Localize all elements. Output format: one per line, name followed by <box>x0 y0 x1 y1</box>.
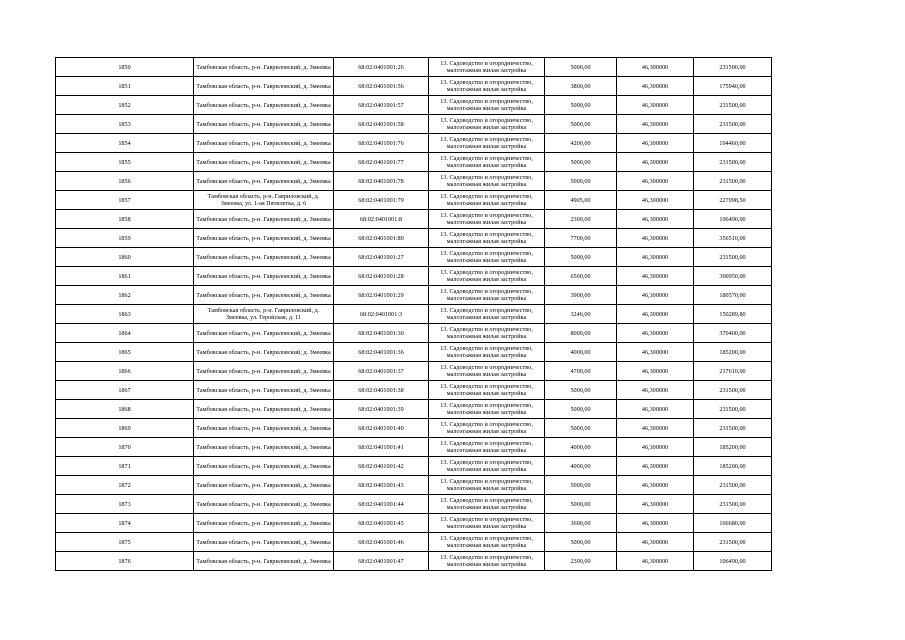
address-cell: Тамбовская область, р-н. Гавриловский, д. Змеевка <box>194 248 334 267</box>
row-number-cell: 1860 <box>56 248 194 267</box>
land-use-cell: 13. Садоводство и огородничество, малоэтажная жилая застройка <box>429 552 545 571</box>
address-cell: Тамбовская область, р-н. Гавриловский, д. Змеевка <box>194 419 334 438</box>
land-use-cell: 13. Садоводство и огородничество, малоэтажная жилая застройка <box>429 457 545 476</box>
specific-value-cell: 46,300000 <box>617 153 694 172</box>
cadastral-value-table <box>55 57 772 571</box>
cadastral-number-cell: 68:02:0401001:40 <box>334 419 429 438</box>
row-number-cell: 1862 <box>56 286 194 305</box>
cadastral-number-cell: 68:02:0401001:26 <box>334 58 429 77</box>
table-row <box>56 115 772 134</box>
specific-value-cell: 46,300000 <box>617 286 694 305</box>
table-row <box>56 552 772 571</box>
row-number-cell: 1850 <box>56 58 194 77</box>
specific-value-cell: 46,300000 <box>617 362 694 381</box>
land-use-cell: 13. Садоводство и огородничество, малоэтажная жилая застройка <box>429 514 545 533</box>
table-row <box>56 476 772 495</box>
cadastral-number-cell: 68:02:0401001:36 <box>334 343 429 362</box>
row-number-cell: 1855 <box>56 153 194 172</box>
cadastral-value-cell: 106490,00 <box>694 552 772 571</box>
specific-value-cell: 46,300000 <box>617 96 694 115</box>
address-cell: Тамбовская область, р-н. Гавриловский, д. Змеевка <box>194 210 334 229</box>
cadastral-number-cell: 68:02:0401001:37 <box>334 362 429 381</box>
table-row <box>56 438 772 457</box>
cadastral-number-cell: 68:02:0401001:27 <box>334 248 429 267</box>
cadastral-number-cell: 68:02:0401001:76 <box>334 134 429 153</box>
land-use-cell: 13. Садоводство и огородничество, малоэтажная жилая застройка <box>429 191 545 210</box>
address-cell: Тамбовская область, р-н. Гавриловский, д. Змеевка <box>194 343 334 362</box>
cadastral-value-cell: 370400,00 <box>694 324 772 343</box>
row-number-cell: 1869 <box>56 419 194 438</box>
row-number-cell: 1875 <box>56 533 194 552</box>
area-cell: 3246,00 <box>545 305 617 324</box>
area-cell: 4000,00 <box>545 457 617 476</box>
cadastral-number-cell: 68:02:0401001:3 <box>334 305 429 324</box>
cadastral-number-cell: 68:02:0401001:80 <box>334 229 429 248</box>
area-cell: 5000,00 <box>545 495 617 514</box>
cadastral-number-cell: 68:02:0401001:39 <box>334 400 429 419</box>
land-use-cell: 13. Садоводство и огородничество, малоэтажная жилая застройка <box>429 58 545 77</box>
specific-value-cell: 46,300000 <box>617 381 694 400</box>
area-cell: 5000,00 <box>545 533 617 552</box>
area-cell: 7700,00 <box>545 229 617 248</box>
table-row <box>56 134 772 153</box>
land-use-cell: 13. Садоводство и огородничество, малоэтажная жилая застройка <box>429 229 545 248</box>
specific-value-cell: 46,300000 <box>617 419 694 438</box>
table-row <box>56 419 772 438</box>
land-use-cell: 13. Садоводство и огородничество, малоэтажная жилая застройка <box>429 248 545 267</box>
land-use-cell: 13. Садоводство и огородничество, малоэтажная жилая застройка <box>429 267 545 286</box>
table-row <box>56 96 772 115</box>
address-cell: Тамбовская область, р-н. Гавриловский, д. Змеевка <box>194 381 334 400</box>
cadastral-value-cell: 180570,00 <box>694 286 772 305</box>
specific-value-cell: 46,300000 <box>617 248 694 267</box>
row-number-cell: 1876 <box>56 552 194 571</box>
cadastral-number-cell: 68:02:0401001:8 <box>334 210 429 229</box>
row-number-cell: 1874 <box>56 514 194 533</box>
table-row <box>56 191 772 210</box>
cadastral-number-cell: 68:02:0401001:47 <box>334 552 429 571</box>
row-number-cell: 1853 <box>56 115 194 134</box>
row-number-cell: 1870 <box>56 438 194 457</box>
address-cell: Тамбовская область, р-н. Гавриловский, д. Змеевка <box>194 172 334 191</box>
cadastral-number-cell: 68:02:0401001:77 <box>334 153 429 172</box>
specific-value-cell: 46,300000 <box>617 172 694 191</box>
cadastral-value-cell: 185200,00 <box>694 457 772 476</box>
address-cell: Тамбовская область, р-н. Гавриловский, д. Змеевка <box>194 514 334 533</box>
cadastral-value-cell: 231500,00 <box>694 58 772 77</box>
land-use-cell: 13. Садоводство и огородничество, малоэтажная жилая застройка <box>429 495 545 514</box>
area-cell: 5000,00 <box>545 172 617 191</box>
specific-value-cell: 46,300000 <box>617 191 694 210</box>
specific-value-cell: 46,300000 <box>617 438 694 457</box>
specific-value-cell: 46,300000 <box>617 115 694 134</box>
cadastral-number-cell: 68:02:0401001:44 <box>334 495 429 514</box>
cadastral-number-cell: 68:02:0401001:29 <box>334 286 429 305</box>
area-cell: 5000,00 <box>545 400 617 419</box>
land-use-cell: 13. Садоводство и огородничество, малоэтажная жилая застройка <box>429 419 545 438</box>
land-use-cell: 13. Садоводство и огородничество, малоэтажная жилая застройка <box>429 134 545 153</box>
address-cell: Тамбовская область, р-н. Гавриловский, д. Змеевка, ул. 1-ая Пятилетка, д. 6 <box>194 191 334 210</box>
area-cell: 4000,00 <box>545 438 617 457</box>
table-row <box>56 248 772 267</box>
specific-value-cell: 46,300000 <box>617 229 694 248</box>
specific-value-cell: 46,300000 <box>617 77 694 96</box>
row-number-cell: 1866 <box>56 362 194 381</box>
cadastral-number-cell: 68:02:0401001:38 <box>334 381 429 400</box>
cadastral-value-cell: 217610,00 <box>694 362 772 381</box>
row-number-cell: 1856 <box>56 172 194 191</box>
table-row <box>56 153 772 172</box>
specific-value-cell: 46,300000 <box>617 476 694 495</box>
cadastral-number-cell: 68:02:0401001:57 <box>334 96 429 115</box>
land-use-cell: 13. Садоводство и огородничество, малоэтажная жилая застройка <box>429 476 545 495</box>
land-use-cell: 13. Садоводство и огородничество, малоэтажная жилая застройка <box>429 324 545 343</box>
row-number-cell: 1858 <box>56 210 194 229</box>
land-use-cell: 13. Садоводство и огородничество, малоэтажная жилая застройка <box>429 343 545 362</box>
area-cell: 5000,00 <box>545 153 617 172</box>
cadastral-number-cell: 68:02:0401001:56 <box>334 77 429 96</box>
cadastral-value-cell: 231500,00 <box>694 533 772 552</box>
cadastral-value-cell: 150289,80 <box>694 305 772 324</box>
table-row <box>56 533 772 552</box>
cadastral-value-cell: 106490,00 <box>694 210 772 229</box>
specific-value-cell: 46,300000 <box>617 533 694 552</box>
address-cell: Тамбовская область, р-н. Гавриловский, д. Змеевка <box>194 134 334 153</box>
table-row <box>56 286 772 305</box>
area-cell: 4000,00 <box>545 343 617 362</box>
row-number-cell: 1863 <box>56 305 194 324</box>
row-number-cell: 1865 <box>56 343 194 362</box>
area-cell: 5000,00 <box>545 115 617 134</box>
cadastral-number-cell: 68:02:0401001:46 <box>334 533 429 552</box>
table-row <box>56 362 772 381</box>
cadastral-value-cell: 231500,00 <box>694 400 772 419</box>
cadastral-value-cell: 194460,00 <box>694 134 772 153</box>
specific-value-cell: 46,300000 <box>617 343 694 362</box>
address-cell: Тамбовская область, р-н. Гавриловский, д. Змеевка <box>194 457 334 476</box>
row-number-cell: 1852 <box>56 96 194 115</box>
cadastral-value-cell: 231500,00 <box>694 495 772 514</box>
land-use-cell: 13. Садоводство и огородничество, малоэтажная жилая застройка <box>429 153 545 172</box>
table-row <box>56 324 772 343</box>
cadastral-value-cell: 231500,00 <box>694 172 772 191</box>
cadastral-value-cell: 231500,00 <box>694 381 772 400</box>
specific-value-cell: 46,300000 <box>617 457 694 476</box>
area-cell: 5000,00 <box>545 96 617 115</box>
specific-value-cell: 46,300000 <box>617 400 694 419</box>
land-use-cell: 13. Садоводство и огородничество, малоэтажная жилая застройка <box>429 286 545 305</box>
address-cell: Тамбовская область, р-н. Гавриловский, д. Змеевка <box>194 77 334 96</box>
row-number-cell: 1861 <box>56 267 194 286</box>
cadastral-value-cell: 231500,00 <box>694 115 772 134</box>
address-cell: Тамбовская область, р-н. Гавриловский, д. Змеевка, ул. Геройская, д. 11 <box>194 305 334 324</box>
address-cell: Тамбовская область, р-н. Гавриловский, д. Змеевка <box>194 476 334 495</box>
address-cell: Тамбовская область, р-н. Гавриловский, д. Змеевка <box>194 400 334 419</box>
cadastral-number-cell: 68:02:0401001:78 <box>334 172 429 191</box>
table-row <box>56 457 772 476</box>
address-cell: Тамбовская область, р-н. Гавриловский, д. Змеевка <box>194 153 334 172</box>
specific-value-cell: 46,300000 <box>617 134 694 153</box>
row-number-cell: 1873 <box>56 495 194 514</box>
land-use-cell: 13. Садоводство и огородничество, малоэтажная жилая застройка <box>429 115 545 134</box>
specific-value-cell: 46,300000 <box>617 324 694 343</box>
table-row <box>56 400 772 419</box>
row-number-cell: 1859 <box>56 229 194 248</box>
area-cell: 3600,00 <box>545 514 617 533</box>
cadastral-value-cell: 231500,00 <box>694 476 772 495</box>
cadastral-value-cell: 231500,00 <box>694 96 772 115</box>
land-use-cell: 13. Садоводство и огородничество, малоэтажная жилая застройка <box>429 77 545 96</box>
cadastral-value-cell: 231500,00 <box>694 153 772 172</box>
row-number-cell: 1867 <box>56 381 194 400</box>
cadastral-value-cell: 175940,00 <box>694 77 772 96</box>
specific-value-cell: 46,300000 <box>617 210 694 229</box>
table-row <box>56 343 772 362</box>
cadastral-value-cell: 300950,00 <box>694 267 772 286</box>
address-cell: Тамбовская область, р-н. Гавриловский, д. Змеевка <box>194 552 334 571</box>
table-row <box>56 172 772 191</box>
specific-value-cell: 46,300000 <box>617 552 694 571</box>
area-cell: 2300,00 <box>545 210 617 229</box>
address-cell: Тамбовская область, р-н. Гавриловский, д. Змеевка <box>194 267 334 286</box>
cadastral-number-cell: 68:02:0401001:43 <box>334 476 429 495</box>
table-row <box>56 514 772 533</box>
cadastral-number-cell: 68:02:0401001:30 <box>334 324 429 343</box>
specific-value-cell: 46,300000 <box>617 305 694 324</box>
land-use-cell: 13. Садоводство и огородничество, малоэтажная жилая застройка <box>429 381 545 400</box>
area-cell: 4200,00 <box>545 134 617 153</box>
row-number-cell: 1854 <box>56 134 194 153</box>
table-row <box>56 58 772 77</box>
row-number-cell: 1857 <box>56 191 194 210</box>
area-cell: 5000,00 <box>545 248 617 267</box>
specific-value-cell: 46,300000 <box>617 495 694 514</box>
address-cell: Тамбовская область, р-н. Гавриловский, д. Змеевка <box>194 58 334 77</box>
area-cell: 6500,00 <box>545 267 617 286</box>
table-row <box>56 305 772 324</box>
cadastral-value-cell: 231500,00 <box>694 419 772 438</box>
address-cell: Тамбовская область, р-н. Гавриловский, д. Змеевка <box>194 229 334 248</box>
table-row <box>56 495 772 514</box>
area-cell: 2300,00 <box>545 552 617 571</box>
area-cell: 3800,00 <box>545 77 617 96</box>
land-use-cell: 13. Садоводство и огородничество, малоэтажная жилая застройка <box>429 400 545 419</box>
cadastral-number-cell: 68:02:0401001:28 <box>334 267 429 286</box>
table-body <box>56 58 772 571</box>
address-cell: Тамбовская область, р-н. Гавриловский, д. Змеевка <box>194 362 334 381</box>
address-cell: Тамбовская область, р-н. Гавриловский, д. Змеевка <box>194 533 334 552</box>
cadastral-number-cell: 68:02:0401001:79 <box>334 191 429 210</box>
land-use-cell: 13. Садоводство и огородничество, малоэтажная жилая застройка <box>429 172 545 191</box>
address-cell: Тамбовская область, р-н. Гавриловский, д. Змеевка <box>194 324 334 343</box>
specific-value-cell: 46,300000 <box>617 267 694 286</box>
land-use-cell: 13. Садоводство и огородничество, малоэтажная жилая застройка <box>429 210 545 229</box>
address-cell: Тамбовская область, р-н. Гавриловский, д. Змеевка <box>194 495 334 514</box>
specific-value-cell: 46,300000 <box>617 514 694 533</box>
area-cell: 5000,00 <box>545 476 617 495</box>
table-row <box>56 210 772 229</box>
cadastral-number-cell: 68:02:0401001:42 <box>334 457 429 476</box>
table-row <box>56 229 772 248</box>
table-row <box>56 77 772 96</box>
cadastral-number-cell: 68:02:0401001:45 <box>334 514 429 533</box>
cadastral-value-cell: 356510,00 <box>694 229 772 248</box>
cadastral-number-cell: 68:02:0401001:58 <box>334 115 429 134</box>
row-number-cell: 1871 <box>56 457 194 476</box>
land-use-cell: 13. Садоводство и огородничество, малоэтажная жилая застройка <box>429 362 545 381</box>
area-cell: 8000,00 <box>545 324 617 343</box>
row-number-cell: 1851 <box>56 77 194 96</box>
address-cell: Тамбовская область, р-н. Гавриловский, д. Змеевка <box>194 286 334 305</box>
cadastral-value-cell: 227098,50 <box>694 191 772 210</box>
row-number-cell: 1872 <box>56 476 194 495</box>
specific-value-cell: 46,300000 <box>617 58 694 77</box>
cadastral-number-cell: 68:02:0401001:41 <box>334 438 429 457</box>
area-cell: 5000,00 <box>545 58 617 77</box>
area-cell: 4905,00 <box>545 191 617 210</box>
cadastral-value-cell: 166680,00 <box>694 514 772 533</box>
cadastral-value-cell: 231500,00 <box>694 248 772 267</box>
area-cell: 5000,00 <box>545 419 617 438</box>
address-cell: Тамбовская область, р-н. Гавриловский, д. Змеевка <box>194 96 334 115</box>
row-number-cell: 1868 <box>56 400 194 419</box>
area-cell: 5000,00 <box>545 381 617 400</box>
land-use-cell: 13. Садоводство и огородничество, малоэтажная жилая застройка <box>429 305 545 324</box>
land-use-cell: 13. Садоводство и огородничество, малоэтажная жилая застройка <box>429 438 545 457</box>
area-cell: 4700,00 <box>545 362 617 381</box>
land-use-cell: 13. Садоводство и огородничество, малоэтажная жилая застройка <box>429 533 545 552</box>
area-cell: 3900,00 <box>545 286 617 305</box>
table-row <box>56 381 772 400</box>
table-row <box>56 267 772 286</box>
cadastral-value-cell: 185200,00 <box>694 438 772 457</box>
address-cell: Тамбовская область, р-н. Гавриловский, д. Змеевка <box>194 438 334 457</box>
address-cell: Тамбовская область, р-н. Гавриловский, д. Змеевка <box>194 115 334 134</box>
cadastral-value-cell: 185200,00 <box>694 343 772 362</box>
land-use-cell: 13. Садоводство и огородничество, малоэтажная жилая застройка <box>429 96 545 115</box>
row-number-cell: 1864 <box>56 324 194 343</box>
